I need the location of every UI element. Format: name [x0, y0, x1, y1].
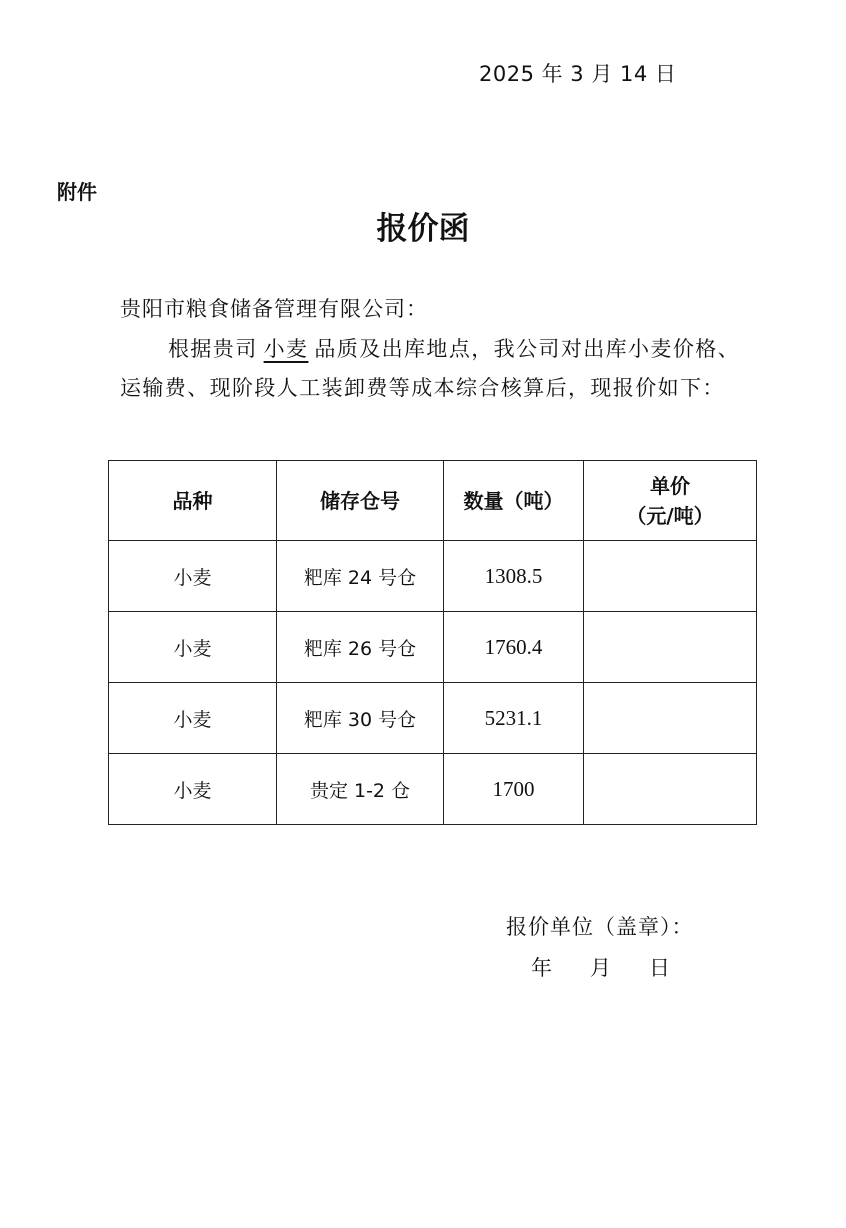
cell-quantity: 1308.5	[444, 541, 584, 612]
signature-month: 月	[590, 956, 611, 980]
document-date: 2025 年 3 月 14 日	[479, 62, 677, 86]
signature-year: 年	[531, 956, 552, 980]
header-warehouse: 储存仓号	[277, 461, 444, 541]
attachment-label: 附件	[57, 180, 97, 204]
cell-price[interactable]	[584, 612, 757, 683]
cell-price[interactable]	[584, 541, 757, 612]
cell-variety: 小麦	[109, 754, 277, 825]
table-row	[109, 612, 757, 683]
salutation: 贵阳市粮食储备管理有限公司：	[120, 297, 428, 321]
cell-quantity: 1700	[444, 754, 584, 825]
cell-variety: 小麦	[109, 612, 277, 683]
body-suffix: 品质及出库地点，我公司对出库小麦价格、运输费、现阶段人工装卸费等成本综合核算后，现报价如下：	[120, 337, 741, 400]
cell-warehouse: 粑库 26 号仓	[277, 612, 444, 683]
quote-unit-label: 报价单位（盖章）：	[506, 915, 694, 939]
signature-date	[531, 952, 670, 982]
table-row	[109, 683, 757, 754]
header-quantity: 数量（吨）	[444, 461, 584, 541]
quote-table	[108, 460, 757, 825]
letter-body	[120, 330, 748, 408]
cell-warehouse: 粑库 24 号仓	[277, 541, 444, 612]
header-variety: 品种	[109, 461, 277, 541]
cell-warehouse: 粑库 30 号仓	[277, 683, 444, 754]
signature-day: 日	[649, 956, 670, 980]
table-row	[109, 754, 757, 825]
table-row	[109, 541, 757, 612]
cell-quantity: 5231.1	[444, 683, 584, 754]
header-unit-price-unit: （元/吨）	[626, 503, 714, 528]
cell-variety: 小麦	[109, 683, 277, 754]
table-header-row	[109, 461, 757, 541]
cell-warehouse: 贵定 1-2 仓	[277, 754, 444, 825]
body-prefix: 根据贵司	[168, 337, 258, 361]
cell-price[interactable]	[584, 683, 757, 754]
cell-quantity: 1760.4	[444, 612, 584, 683]
page-title: 报价函	[376, 211, 470, 247]
cell-price[interactable]	[584, 754, 757, 825]
cell-variety: 小麦	[109, 541, 277, 612]
header-unit-price	[584, 461, 757, 541]
header-unit-price-label: 单价	[650, 473, 690, 498]
body-product: 小麦	[263, 337, 309, 361]
